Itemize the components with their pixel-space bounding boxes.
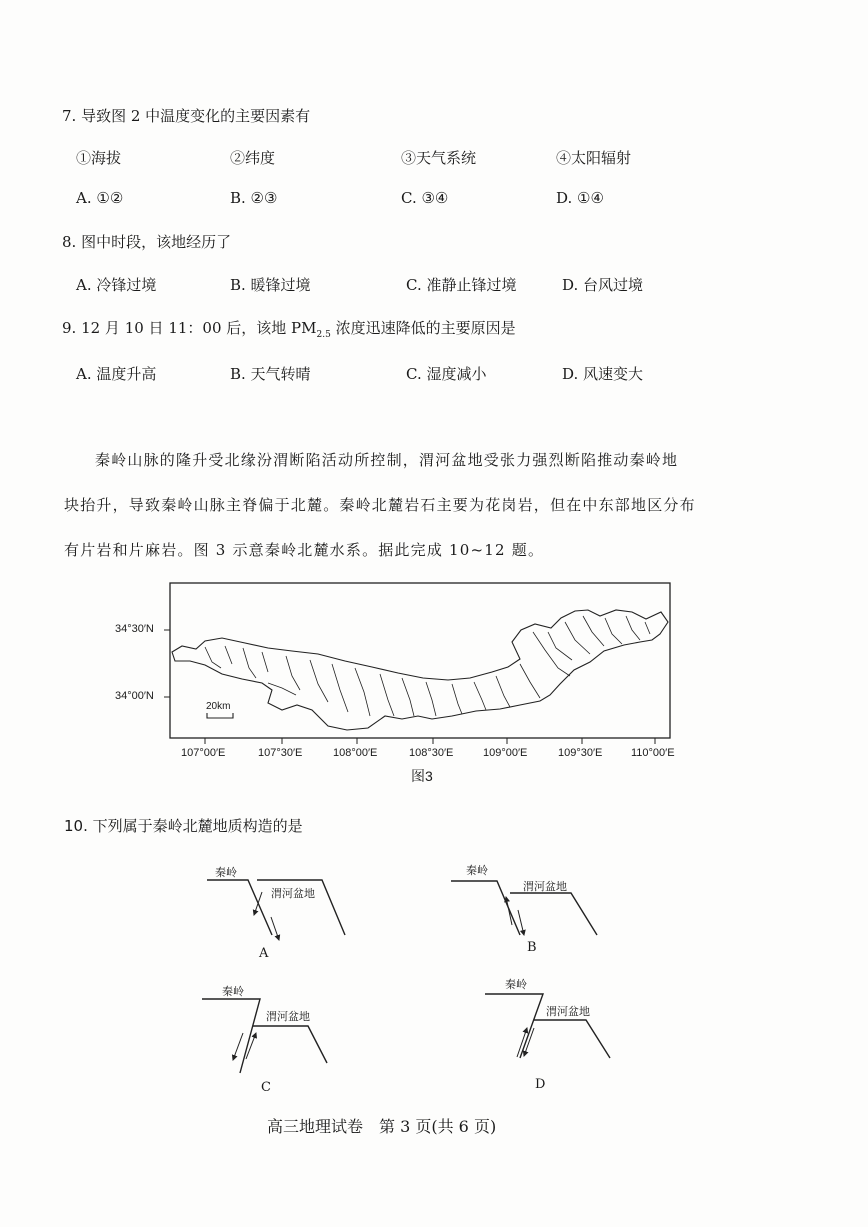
q7-item-3: ③天气系统 [401,149,477,167]
lat-label-3400: 34°00′N [115,690,154,702]
q7-stem: 7. 导致图 2 中温度变化的主要因素有 [62,107,311,125]
q9-option-d: D. 风速变大 [562,365,644,383]
lon-label-10830: 108°30′E [409,747,454,759]
diagram-d-letter: D [535,1077,546,1092]
page-footer: 高三地理试卷 第 3 页(共 6 页) [267,1117,497,1136]
q7-item-4: ④太阳辐射 [556,149,632,167]
diagram-c-letter: C [261,1080,271,1095]
q8-option-b: B. 暖锋过境 [230,276,311,294]
diagram-b-basin: 渭河盆地 [523,880,567,893]
diagram-b-letter: B [527,940,537,955]
lon-label-10900: 109°00′E [483,747,528,759]
diagram-d-mountain: 秦岭 [505,978,527,991]
diagram-d-basin: 渭河盆地 [546,1005,590,1018]
diagram-a-letter: A [259,946,269,961]
lat-label-3430: 34°30′N [115,623,154,635]
q7-option-a: A. ①② [76,189,124,207]
diagram-c-basin: 渭河盆地 [266,1010,310,1023]
q9-option-b: B. 天气转晴 [230,365,311,383]
q8-option-d: D. 台风过境 [562,276,644,294]
diagram-a-basin: 渭河盆地 [271,887,315,900]
q7-item-2: ②纬度 [230,149,276,167]
q9-option-c: C. 湿度减小 [406,365,487,383]
q7-option-b: B. ②③ [230,189,278,207]
passage-line-3: 有片岩和片麻岩。图 3 示意秦岭北麓水系。据此完成 10~12 题。 [64,541,545,559]
lon-label-10930: 109°30′E [558,747,603,759]
q9-option-a: A. 温度升高 [76,365,157,383]
q7-item-1: ①海拔 [76,149,122,167]
lon-label-10700: 107°00′E [181,747,226,759]
q8-stem: 8. 图中时段，该地经历了 [62,233,232,251]
q7-option-c: C. ③④ [401,189,449,207]
q7-option-d: D. ①④ [556,189,604,207]
lon-label-10800: 108°00′E [333,747,378,759]
lon-label-11000: 110°00′E [631,747,675,759]
passage-line-1: 秦岭山脉的隆升受北缘汾渭断陷活动所控制，渭河盆地受张力强烈断陷推动秦岭地 [95,451,679,469]
q9-stem: 9. 12 月 10 日 11：00 后，该地 $PM_{2.5}$ 浓度迅速降低的主要原因是 [62,319,516,340]
diagram-a-mountain: 秦岭 [215,866,237,879]
passage-line-2: 块抬升，导致秦岭山脉主脊偏于北麓。秦岭北麓岩石主要为花岗岩，但在中东部地区分布 [64,496,696,514]
lon-label-10730: 107°30′E [258,747,303,759]
scale-label: 20km [206,701,231,712]
q8-option-c: C. 准静止锋过境 [406,276,517,294]
q10-stem: 10. 下列属于秦岭北麓地质构造的是 [64,817,303,835]
diagram-c-mountain: 秦岭 [222,985,244,998]
diagram-b-mountain: 秦岭 [466,864,488,877]
figure-3-caption: 图3 [411,768,433,784]
q8-option-a: A. 冷锋过境 [76,276,157,294]
